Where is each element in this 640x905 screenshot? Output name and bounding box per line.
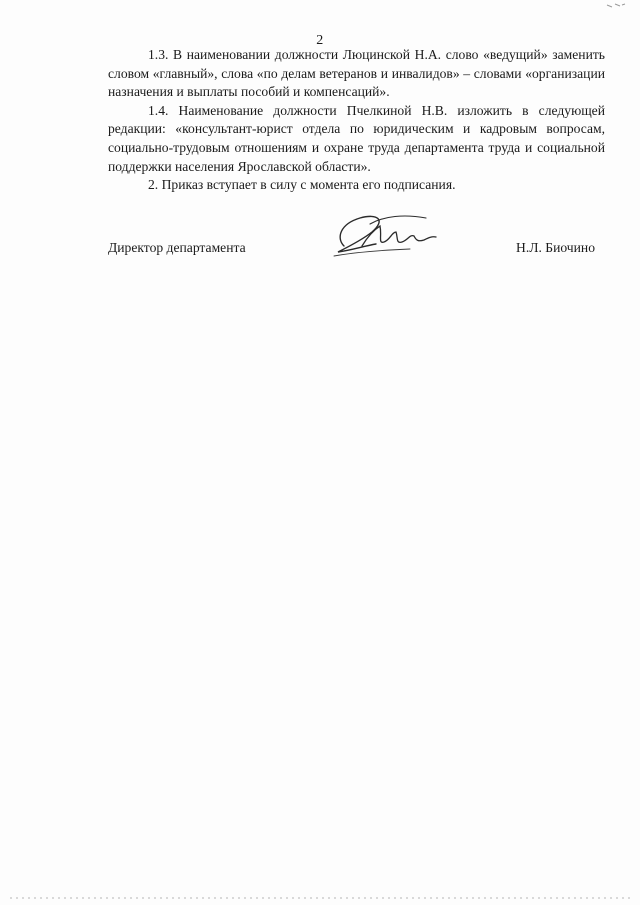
- scan-bottom-artifact: [0, 895, 640, 901]
- page-number: 2: [316, 33, 324, 48]
- scan-artifact-mark: [606, 2, 626, 8]
- paragraph-2: 2. Приказ вступает в силу с момента его подписания.: [148, 177, 456, 193]
- signatory-name: Н.Л. Биочино: [516, 240, 595, 255]
- document-body: [108, 46, 605, 195]
- paragraph-1-3: 1.3. В наименовании должности Люцинской Н.А. слово «ведущий» заменить словом «главный», слова «по делам ветеранов и инвалидов» – словами «организации назначения и выплаты пособий и компенсаций».: [108, 47, 605, 100]
- paragraph-1-4: 1.4. Наименование должности Пчелкиной Н.В. изложить в следующей редакции: «консультант-юрист отдела по юридическим и кадровым вопросам, социально-трудовым отношениям и охране труда департамента труда и социальной поддержки населения Ярославской области».: [108, 102, 605, 174]
- handwritten-signature: [326, 206, 446, 270]
- signature-block: [108, 240, 605, 270]
- signatory-position: Директор департамента: [108, 240, 246, 255]
